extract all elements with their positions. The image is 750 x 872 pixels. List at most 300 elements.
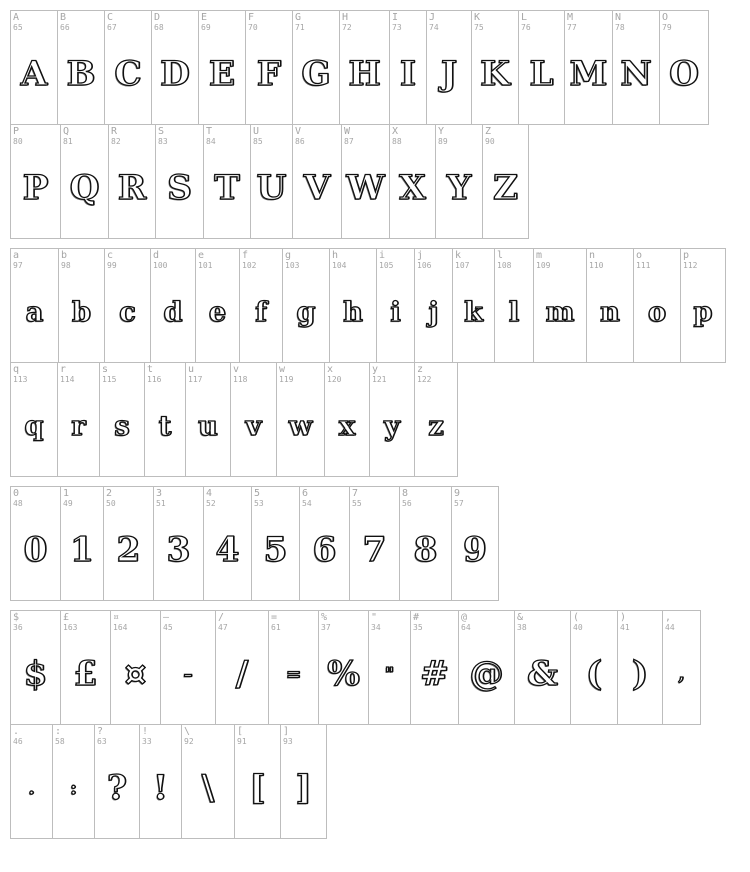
glyph-char-label: d [153, 250, 160, 261]
glyph-cell [144, 362, 185, 477]
glyph-code-label: 104 [332, 261, 347, 270]
glyph-cell [518, 10, 564, 125]
glyph-preview: O [669, 54, 699, 94]
glyph-code-label: 67 [107, 23, 117, 32]
glyph-char-label: 3 [156, 488, 163, 499]
glyph-code-label: 114 [60, 375, 75, 384]
glyph-preview: 5 [263, 530, 288, 570]
glyph-preview: A [20, 54, 48, 94]
glyph-preview: ( [585, 654, 603, 694]
glyph-cell [376, 248, 414, 363]
glyph-char-label: b [61, 250, 68, 261]
glyph-cell [341, 124, 389, 239]
glyph-cell [60, 124, 108, 239]
glyph-preview: @ [469, 654, 504, 694]
glyph-preview: E [209, 54, 235, 94]
glyph-char-label: e [198, 250, 205, 261]
glyph-code-label: 66 [60, 23, 70, 32]
glyph-char-label: 6 [302, 488, 309, 499]
glyph-cell [399, 486, 451, 601]
glyph-cell [10, 248, 58, 363]
glyph-char-label: F [248, 12, 255, 23]
glyph-cell [185, 362, 230, 477]
glyph-char-label: ) [620, 612, 627, 623]
glyph-code-label: 106 [417, 261, 432, 270]
glyph-char-label: g [285, 250, 292, 261]
glyph-preview: 6 [312, 530, 337, 570]
glyph-preview: q [24, 410, 44, 442]
glyph-cell [234, 724, 280, 839]
glyph-char-label: V [295, 126, 302, 137]
glyph-preview: L [529, 54, 554, 94]
glyph-cell [494, 248, 533, 363]
glyph-preview: C [114, 54, 142, 94]
glyph-code-label: 118 [233, 375, 248, 384]
glyph-code-label: 90 [485, 137, 495, 146]
glyph-char-label: Y [438, 126, 445, 137]
glyph-char-label: 5 [254, 488, 261, 499]
glyph-code-label: 116 [147, 375, 162, 384]
glyph-cell [10, 724, 52, 839]
glyph-char-label: q [13, 364, 20, 375]
glyph-code-label: 65 [13, 23, 23, 32]
glyph-preview: . [28, 777, 35, 799]
glyph-code-label: 78 [615, 23, 625, 32]
glyph-code-label: 82 [111, 137, 121, 146]
glyph-cell [533, 248, 586, 363]
glyph-preview: 8 [413, 530, 438, 570]
glyph-code-label: 92 [184, 737, 194, 746]
glyph-code-label: 45 [163, 623, 173, 632]
glyph-cell [662, 610, 701, 725]
glyph-cell [617, 610, 662, 725]
glyph-cell [198, 10, 245, 125]
glyph-cell [268, 610, 318, 725]
glyph-code-label: 115 [102, 375, 117, 384]
glyph-cell [514, 610, 570, 725]
glyph-code-label: 93 [283, 737, 293, 746]
glyph-char-label: j [417, 250, 424, 261]
glyph-code-label: 107 [455, 261, 470, 270]
glyph-char-label: Z [485, 126, 492, 137]
glyph-code-label: 38 [517, 623, 527, 632]
glyph-cell [452, 248, 494, 363]
glyph-cell [58, 248, 104, 363]
glyph-char-label: l [497, 250, 504, 261]
glyph-char-label: S [158, 126, 165, 137]
glyph-char-label: X [392, 126, 399, 137]
glyph-preview: p [693, 296, 713, 328]
glyph-cell [151, 10, 198, 125]
glyph-preview: J [440, 54, 458, 94]
glyph-char-label: B [60, 12, 67, 23]
glyph-char-label: 7 [352, 488, 359, 499]
glyph-code-label: 49 [63, 499, 73, 508]
glyph-code-label: 58 [55, 737, 65, 746]
glyph-code-label: 120 [327, 375, 342, 384]
glyph-char-label: \ [184, 726, 191, 737]
glyph-char-label: ! [142, 726, 149, 737]
glyph-cell [94, 724, 139, 839]
glyph-preview: g [296, 296, 316, 328]
glyph-code-label: 121 [372, 375, 387, 384]
glyph-cell [104, 248, 150, 363]
glyph-code-label: 79 [662, 23, 672, 32]
glyph-cell [160, 610, 215, 725]
glyph-code-label: 91 [237, 737, 247, 746]
glyph-cell [110, 610, 160, 725]
glyph-cell [324, 362, 369, 477]
glyph-code-label: 41 [620, 623, 630, 632]
glyph-code-label: 50 [106, 499, 116, 508]
glyph-cell [280, 724, 327, 839]
glyph-preview: 7 [362, 530, 387, 570]
glyph-code-label: 164 [113, 623, 128, 632]
glyph-cell [153, 486, 203, 601]
glyph-code-label: 163 [63, 623, 78, 632]
glyph-char-label: £ [63, 612, 70, 623]
glyph-preview: i [390, 296, 401, 328]
glyph-char-label: k [455, 250, 462, 261]
glyph-char-label: 2 [106, 488, 113, 499]
glyph-preview: ] [295, 768, 312, 808]
glyph-code-label: 112 [683, 261, 698, 270]
glyph-char-label: p [683, 250, 690, 261]
glyph-preview: B [66, 54, 96, 94]
glyph-cell [680, 248, 726, 363]
glyph-char-label: L [521, 12, 528, 23]
glyph-code-label: 99 [107, 261, 117, 270]
glyph-char-label: K [474, 12, 481, 23]
glyph-code-label: 69 [201, 23, 211, 32]
glyph-preview: r [71, 410, 86, 442]
glyph-cell [586, 248, 633, 363]
glyph-row [10, 724, 327, 839]
glyph-code-label: 54 [302, 499, 312, 508]
glyph-preview: & [527, 654, 558, 694]
glyph-char-label: G [295, 12, 302, 23]
glyph-char-label: 8 [402, 488, 409, 499]
glyph-char-label: x [327, 364, 334, 375]
glyph-char-label: " [371, 612, 378, 623]
glyph-cell [250, 124, 292, 239]
glyph-cell [426, 10, 471, 125]
glyph-preview: F [256, 54, 282, 94]
glyph-cell [230, 362, 276, 477]
glyph-cell [215, 610, 268, 725]
glyph-code-label: 51 [156, 499, 166, 508]
glyph-cell [155, 124, 203, 239]
glyph-char-label: W [344, 126, 351, 137]
glyph-cell [60, 486, 103, 601]
glyph-code-label: 98 [61, 261, 71, 270]
glyph-code-label: 80 [13, 137, 23, 146]
glyph-char-label: 9 [454, 488, 461, 499]
glyph-code-label: 48 [13, 499, 23, 508]
glyph-cell [276, 362, 324, 477]
glyph-code-label: 40 [573, 623, 583, 632]
glyph-cell [57, 362, 99, 477]
glyph-char-label: z [417, 364, 424, 375]
glyph-cell [349, 486, 399, 601]
glyph-preview: \ [201, 768, 215, 808]
glyph-code-label: 73 [392, 23, 402, 32]
glyph-code-label: 117 [188, 375, 203, 384]
glyph-cell [389, 10, 426, 125]
glyph-preview: , [678, 663, 685, 685]
glyph-preview: 2 [116, 530, 141, 570]
glyph-char-label: ] [283, 726, 290, 737]
glyph-code-label: 108 [497, 261, 512, 270]
glyph-cell [104, 10, 151, 125]
glyph-code-label: 111 [636, 261, 651, 270]
glyph-cell [60, 610, 110, 725]
glyph-char-label: & [517, 612, 524, 623]
glyph-char-label: 1 [63, 488, 70, 499]
glyph-code-label: 87 [344, 137, 354, 146]
glyph-code-label: 68 [154, 23, 164, 32]
glyph-cell [251, 486, 299, 601]
glyph-code-label: 84 [206, 137, 216, 146]
glyph-char-label: f [242, 250, 249, 261]
glyph-char-label: D [154, 12, 161, 23]
glyph-char-label: R [111, 126, 118, 137]
glyph-code-label: 100 [153, 261, 168, 270]
glyph-cell [451, 486, 499, 601]
glyph-cell [389, 124, 435, 239]
glyph-preview: " [384, 663, 395, 685]
glyph-cell [10, 10, 57, 125]
glyph-preview: e [208, 296, 227, 328]
glyph-code-label: 119 [279, 375, 294, 384]
glyph-preview: % [327, 654, 360, 694]
glyph-code-label: 63 [97, 737, 107, 746]
glyph-char-label: o [636, 250, 643, 261]
glyph-char-label: : [55, 726, 62, 737]
glyph-cell [414, 362, 458, 477]
glyph-preview: Q [69, 168, 100, 208]
glyph-code-label: 36 [13, 623, 23, 632]
glyph-preview: a [25, 296, 44, 328]
glyph-preview: c [119, 296, 136, 328]
glyph-preview: d [163, 296, 183, 328]
glyph-char-label: a [13, 250, 20, 261]
glyph-code-label: 110 [589, 261, 604, 270]
glyph-char-label: w [279, 364, 286, 375]
glyph-preview: [ [249, 768, 266, 808]
glyph-preview: T [214, 168, 240, 208]
glyph-char-label: n [589, 250, 596, 261]
glyph-code-label: 75 [474, 23, 484, 32]
glyph-code-label: 37 [321, 623, 331, 632]
glyph-char-label: H [342, 12, 349, 23]
glyph-char-label: C [107, 12, 114, 23]
glyph-preview: o [647, 296, 666, 328]
glyph-code-label: 74 [429, 23, 439, 32]
glyph-char-label: @ [461, 612, 468, 623]
glyph-cell [52, 724, 94, 839]
glyph-preview: G [301, 54, 331, 94]
glyph-cell [99, 362, 144, 477]
glyph-preview: 9 [463, 530, 487, 570]
glyph-code-label: 53 [254, 499, 264, 508]
glyph-code-label: 103 [285, 261, 300, 270]
glyph-preview: v [245, 410, 262, 442]
glyph-cell [570, 610, 617, 725]
glyph-preview: t [158, 410, 172, 442]
glyph-code-label: 76 [521, 23, 531, 32]
glyph-char-label: ? [97, 726, 104, 737]
glyph-code-label: 70 [248, 23, 258, 32]
glyph-preview: – [183, 663, 193, 685]
glyph-char-label: [ [237, 726, 244, 737]
glyph-cell [633, 248, 680, 363]
glyph-preview: b [72, 296, 91, 328]
glyph-preview: N [620, 54, 652, 94]
glyph-preview: # [420, 654, 449, 694]
glyph-preview: U [256, 168, 287, 208]
glyph-cell [612, 10, 659, 125]
glyph-char-label: = [271, 612, 278, 623]
glyph-preview: ? [107, 768, 127, 808]
glyph-cell [292, 124, 341, 239]
glyph-preview: K [480, 54, 510, 94]
glyph-char-label: c [107, 250, 114, 261]
glyph-preview: ¤ [124, 654, 147, 694]
glyph-preview: l [508, 296, 520, 328]
glyph-cell [471, 10, 518, 125]
glyph-preview: 1 [70, 530, 94, 570]
glyph-cell [299, 486, 349, 601]
glyph-row [10, 610, 701, 725]
glyph-preview: £ [73, 654, 98, 694]
glyph-code-label: 97 [13, 261, 23, 270]
glyph-char-label: / [218, 612, 225, 623]
glyph-char-label: O [662, 12, 669, 23]
glyph-char-label: t [147, 364, 154, 375]
glyph-char-label: # [413, 612, 420, 623]
glyph-code-label: 61 [271, 623, 281, 632]
glyph-cell [195, 248, 239, 363]
glyph-code-label: 71 [295, 23, 305, 32]
glyph-cell [318, 610, 368, 725]
glyph-preview: x [338, 410, 356, 442]
glyph-char-label: I [392, 12, 399, 23]
glyph-preview: j [428, 296, 439, 328]
glyph-code-label: 105 [379, 261, 394, 270]
glyph-char-label: $ [13, 612, 20, 623]
glyph-code-label: 72 [342, 23, 352, 32]
glyph-preview: / [235, 654, 249, 694]
glyph-char-label: % [321, 612, 328, 623]
glyph-preview: y [384, 410, 400, 442]
glyph-code-label: 33 [142, 737, 152, 746]
glyph-cell [659, 10, 709, 125]
glyph-cell [482, 124, 529, 239]
glyph-preview: h [343, 296, 363, 328]
glyph-preview: n [600, 296, 620, 328]
glyph-cell [368, 610, 410, 725]
glyph-cell [292, 10, 339, 125]
glyph-code-label: 101 [198, 261, 213, 270]
glyph-preview: Z [493, 168, 518, 208]
glyph-cell [245, 10, 292, 125]
glyph-preview: R [117, 168, 147, 208]
glyph-code-label: 109 [536, 261, 551, 270]
glyph-preview: k [464, 296, 483, 328]
glyph-cell [435, 124, 482, 239]
glyph-cell [203, 124, 250, 239]
glyph-code-label: 64 [461, 623, 471, 632]
glyph-code-label: 113 [13, 375, 28, 384]
glyph-row [10, 362, 458, 477]
glyph-preview: 4 [215, 530, 240, 570]
glyph-char-label: s [102, 364, 109, 375]
glyph-cell [103, 486, 153, 601]
glyph-preview: D [160, 54, 190, 94]
glyph-char-label: T [206, 126, 213, 137]
glyph-preview: z [428, 410, 444, 442]
glyph-cell [329, 248, 376, 363]
glyph-code-label: 57 [454, 499, 464, 508]
glyph-code-label: 86 [295, 137, 305, 146]
glyph-char-label: 4 [206, 488, 213, 499]
glyph-cell [414, 248, 452, 363]
glyph-code-label: 81 [63, 137, 73, 146]
glyph-char-label: u [188, 364, 195, 375]
glyph-code-label: 85 [253, 137, 263, 146]
glyph-char-label: ( [573, 612, 580, 623]
glyph-cell [203, 486, 251, 601]
glyph-cell [10, 486, 60, 601]
glyph-char-label: A [13, 12, 20, 23]
glyph-char-label: v [233, 364, 240, 375]
glyph-cell [564, 10, 612, 125]
glyph-char-label: ¤ [113, 612, 120, 623]
glyph-char-label: h [332, 250, 339, 261]
glyph-cell [282, 248, 329, 363]
glyph-char-label: r [60, 364, 67, 375]
glyph-code-label: 83 [158, 137, 168, 146]
glyph-cell [10, 124, 60, 239]
glyph-char-label: N [615, 12, 622, 23]
glyph-char-label: i [379, 250, 386, 261]
glyph-preview: : [70, 777, 77, 799]
glyph-cell [10, 362, 57, 477]
glyph-cell [410, 610, 458, 725]
glyph-code-label: 89 [438, 137, 448, 146]
glyph-preview: w [288, 410, 313, 442]
glyph-preview: u [198, 410, 218, 442]
glyph-preview: s [114, 410, 130, 442]
glyph-preview: S [167, 168, 192, 208]
glyph-preview: H [348, 54, 381, 94]
glyph-code-label: 52 [206, 499, 216, 508]
glyph-cell [150, 248, 195, 363]
glyph-code-label: 56 [402, 499, 412, 508]
glyph-code-label: 55 [352, 499, 362, 508]
glyph-cell [239, 248, 282, 363]
glyph-cell [10, 610, 60, 725]
glyph-cell [139, 724, 181, 839]
glyph-code-label: 47 [218, 623, 228, 632]
glyph-code-label: 44 [665, 623, 675, 632]
glyph-row [10, 10, 709, 125]
glyph-preview: $ [23, 654, 48, 694]
glyph-char-label: – [163, 612, 170, 623]
glyph-preview: 3 [166, 530, 191, 570]
glyph-preview: I [400, 54, 416, 94]
